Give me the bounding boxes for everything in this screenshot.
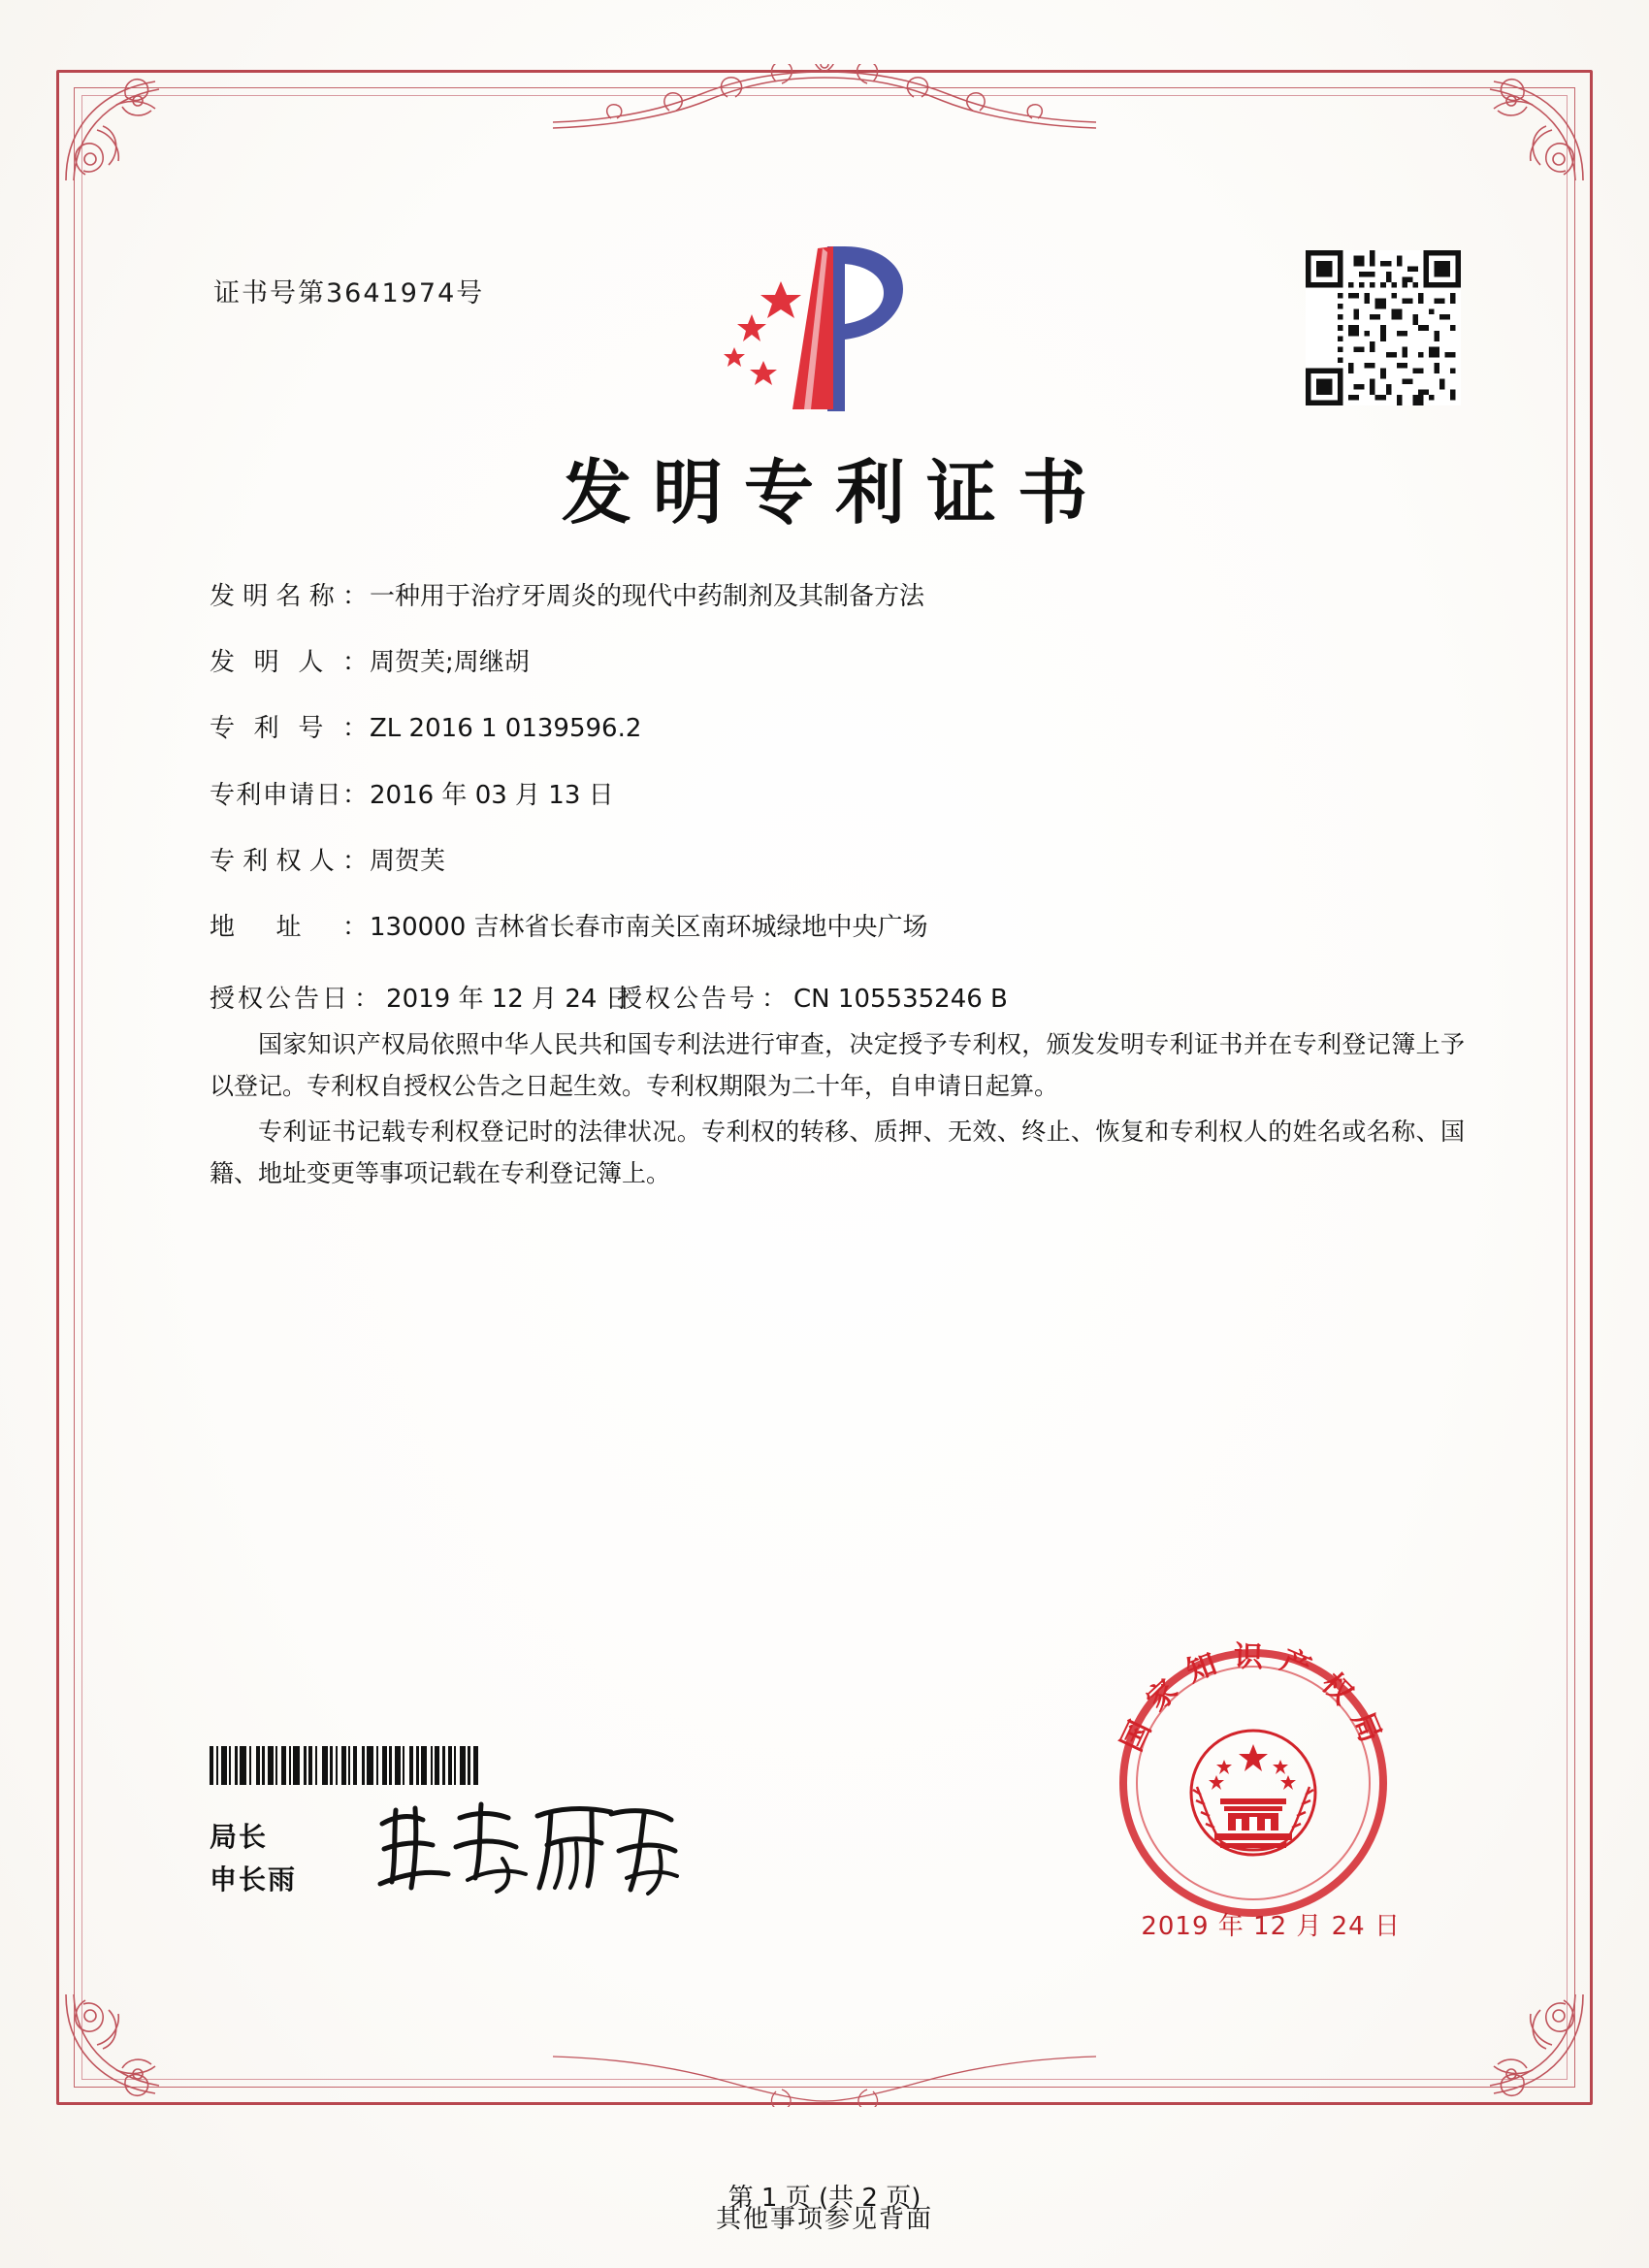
legal-paragraph: 专利证书记载专利权登记时的法律状况。专利权的转移、质押、无效、终止、恢复和专利权人的姓名或名称、国籍、地址变更等事项记载在专利登记簿上。	[210, 1118, 1465, 1187]
field-value: ZL 2016 1 0139596.2	[370, 714, 642, 744]
director-name: 申长雨	[210, 1863, 298, 1895]
field-value: 周贺芙;周继胡	[370, 648, 530, 678]
footer-note: 其他事项参见背面	[715, 2205, 933, 2234]
top-crest-ornament-icon	[553, 64, 1096, 132]
field-label: 发 明 人 ：	[210, 648, 368, 678]
director-block	[210, 1816, 297, 1901]
field-inventor	[210, 648, 1467, 678]
field-announcement-date	[210, 979, 630, 1015]
field-invention-name	[210, 582, 1467, 612]
cnipa-logo-icon	[713, 239, 936, 418]
legal-paragraph: 国家知识产权局依照中华人民共和国专利法进行审查，决定授予专利权，颁发发明专利证书并在专利登记簿上予以登记。专利权自授权公告之日起生效。专利权期限为二十年，自申请日起算。	[210, 1030, 1465, 1100]
field-patent-number	[210, 714, 1467, 744]
bottom-crest-ornament-icon	[553, 2049, 1096, 2107]
field-label: 专 利 权 人 ：	[210, 846, 368, 876]
field-value: 一种用于治疗牙周炎的现代中药制剂及其制备方法	[370, 582, 925, 611]
official-seal	[1108, 1637, 1399, 1928]
fields-list	[210, 582, 1467, 1044]
field-value: CN 105535246 B	[793, 985, 1008, 1015]
field-label: 授权公告日	[210, 985, 351, 1015]
field-label: 地 址 ：	[210, 912, 368, 942]
svg-text:国家知识产权局: 国家知识产权局	[1115, 1639, 1394, 1762]
field-label: 专 利 申 请 日 ：	[210, 780, 368, 810]
field-announcement-row	[210, 979, 1467, 1015]
certificate-content	[124, 146, 1525, 2045]
qr-code	[1306, 250, 1461, 405]
field-application-date	[210, 781, 1467, 811]
field-value: 2016 年 03 月 13 日	[370, 780, 614, 810]
field-address	[210, 913, 1467, 943]
field-label: 授权公告号	[617, 985, 759, 1015]
field-colon: ：	[761, 985, 791, 1015]
seal-date: 2019 年 12 月 24 日	[1141, 1912, 1401, 1941]
field-value: 130000 吉林省长春市南关区南环城绿地中央广场	[370, 912, 928, 942]
barcode	[210, 1746, 627, 1785]
field-value: 周贺芙	[370, 846, 446, 876]
field-announcement-number	[617, 979, 1008, 1015]
handwritten-signature	[367, 1791, 687, 1907]
director-role-label: 局长	[210, 1821, 269, 1853]
page-title: 发明专利证书	[561, 451, 1109, 534]
certificate-number: 证书号第3641974号	[213, 278, 485, 308]
field-label: 专 利 号 ：	[210, 714, 368, 744]
field-colon: ：	[354, 985, 383, 1015]
field-value: 2019 年 12 月 24 日	[386, 985, 630, 1015]
page-indicator: 第 1 页 (共 2 页)	[728, 2184, 922, 2213]
field-patentee	[210, 847, 1467, 877]
legal-text	[210, 1023, 1465, 1198]
field-label: 发 明 名 称 ：	[210, 582, 368, 611]
